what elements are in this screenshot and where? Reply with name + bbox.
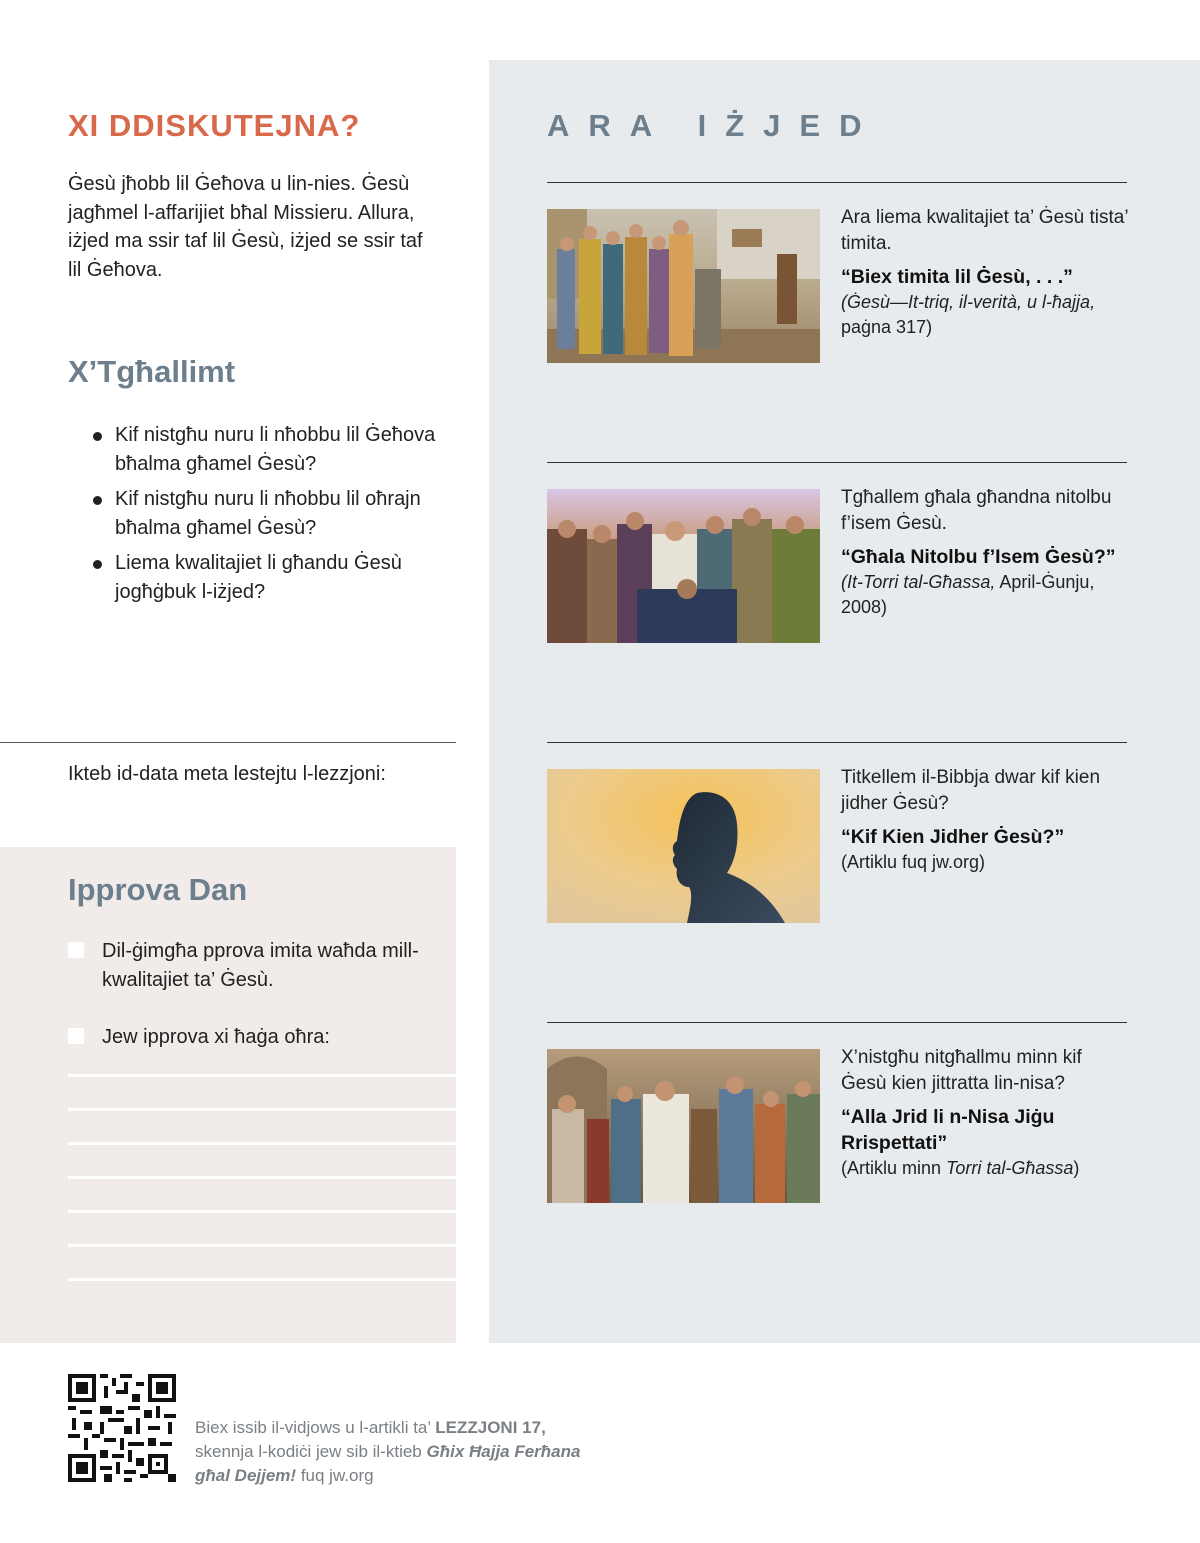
learned-item: Liema kwalitajiet li għandu Ġesù jogħġbuk l-iżjed? xyxy=(90,549,450,606)
divider xyxy=(547,182,1127,183)
jesus-teaching-apostles-image[interactable] xyxy=(547,489,820,643)
divider xyxy=(547,742,1127,743)
write-line[interactable] xyxy=(68,1278,456,1281)
resource-source: (It-Torri tal-Għassa, April-Ġunju, 2008) xyxy=(841,572,1095,617)
try-item-imitate[interactable]: Dil-ġimgħa pprova imita waħda mill-kwalitajiet ta’ Ġesù. xyxy=(68,937,448,994)
try-item-other[interactable]: Jew ipprova xi ħaġa oħra: xyxy=(68,1023,448,1052)
checkbox[interactable] xyxy=(68,1028,84,1044)
checkbox[interactable] xyxy=(68,942,84,958)
resource-source: (Artiklu minn Torri tal-Għassa) xyxy=(841,1158,1080,1178)
divider xyxy=(547,462,1127,463)
resource-link[interactable]: “Għala Nitolbu f’Isem Ġesù?” xyxy=(841,546,1116,568)
resource-link[interactable]: “Alla Jrid li n-Nisa Jiġu Rrispettati” xyxy=(841,1106,1055,1154)
write-line[interactable] xyxy=(68,1108,456,1111)
learned-heading: X’Tgħallimt xyxy=(68,354,236,389)
discussion-title: XI DDISKUTEJNA? xyxy=(68,108,361,143)
write-line[interactable] xyxy=(68,1176,456,1179)
learned-item: Kif nistgħu nuru li nħobbu lil Ġeħova bħalma għamel Ġesù? xyxy=(90,421,450,478)
resource-source: (Artiklu fuq jw.org) xyxy=(841,852,986,872)
learned-list xyxy=(90,421,450,613)
try-this-panel xyxy=(0,847,456,1343)
book-title: Għix Ħajja Ferħana xyxy=(426,1442,581,1461)
write-line[interactable] xyxy=(68,1074,456,1077)
jesus-with-women-image[interactable] xyxy=(547,1049,820,1203)
resource-item: Titkellem il-Bibbja dwar kif kien jidher Ġesù? “Kif Kien Jidher Ġesù?” (Artiklu fuq jw.org) xyxy=(841,765,1131,875)
bullet-icon xyxy=(93,432,102,441)
jesus-with-disciples-image[interactable] xyxy=(547,209,820,363)
learned-item: Kif nistgħu nuru li nħobbu lil oħrajn bħalma għamel Ġesù? xyxy=(90,485,450,542)
resource-item: X’nistgħu nitgħallmu minn kif Ġesù kien jittratta lin-nisa? “Alla Jrid li n-Nisa Jiġu Rrispettati” (Artiklu minn Torri tal-Għassa) xyxy=(841,1045,1131,1181)
write-line[interactable] xyxy=(68,1210,456,1213)
write-line[interactable] xyxy=(68,1142,456,1145)
bullet-icon xyxy=(93,560,102,569)
divider xyxy=(0,742,456,743)
resource-source: (Ġesù—It-triq, il-verità, u l-ħajja, paġna 317) xyxy=(841,292,1096,337)
resource-item: Tgħallem għala għandna nitolbu f’isem Ġesù. “Għala Nitolbu f’Isem Ġesù?” (It-Torri tal-Għassa, April-Ġunju, 2008) xyxy=(841,485,1131,620)
resource-item: Ara liema kwalitajiet ta’ Ġesù tista’ timita. “Biex timita lil Ġesù, . . .” (Ġesù—It-triq, il-verità, u l-ħajja, paġna 317) xyxy=(841,205,1131,340)
jesus-silhouette-image[interactable] xyxy=(547,769,820,923)
resource-link[interactable]: “Biex timita lil Ġesù, . . .” xyxy=(841,266,1073,288)
bullet-icon xyxy=(93,496,102,505)
qr-code[interactable] xyxy=(68,1374,176,1482)
see-more-title: ARA IŻJED xyxy=(547,108,881,143)
resource-link[interactable]: “Kif Kien Jidher Ġesù?” xyxy=(841,826,1065,848)
completion-date-label: Ikteb id-data meta lestejtu l-lezzjoni: xyxy=(68,763,386,785)
write-line[interactable] xyxy=(68,1244,456,1247)
intro-paragraph: Ġesù jħobb lil Ġeħova u lin-nies. Ġesù jagħmel l-affarijiet bħal Missieru. Allura, iżjed ma ssir taf lil Ġesù, iżjed se ssir taf lil Ġeħova. xyxy=(68,173,423,281)
footer-note: Biex issib il-vidjows u l-artikli ta’ LEZZJONI 17, skennja l-kodiċi jew sib il-ktieb Għix Ħajja Ferħana għal Dejjem! fuq jw.org xyxy=(195,1418,581,1485)
try-this-heading: Ipprova Dan xyxy=(68,872,248,907)
divider xyxy=(547,1022,1127,1023)
